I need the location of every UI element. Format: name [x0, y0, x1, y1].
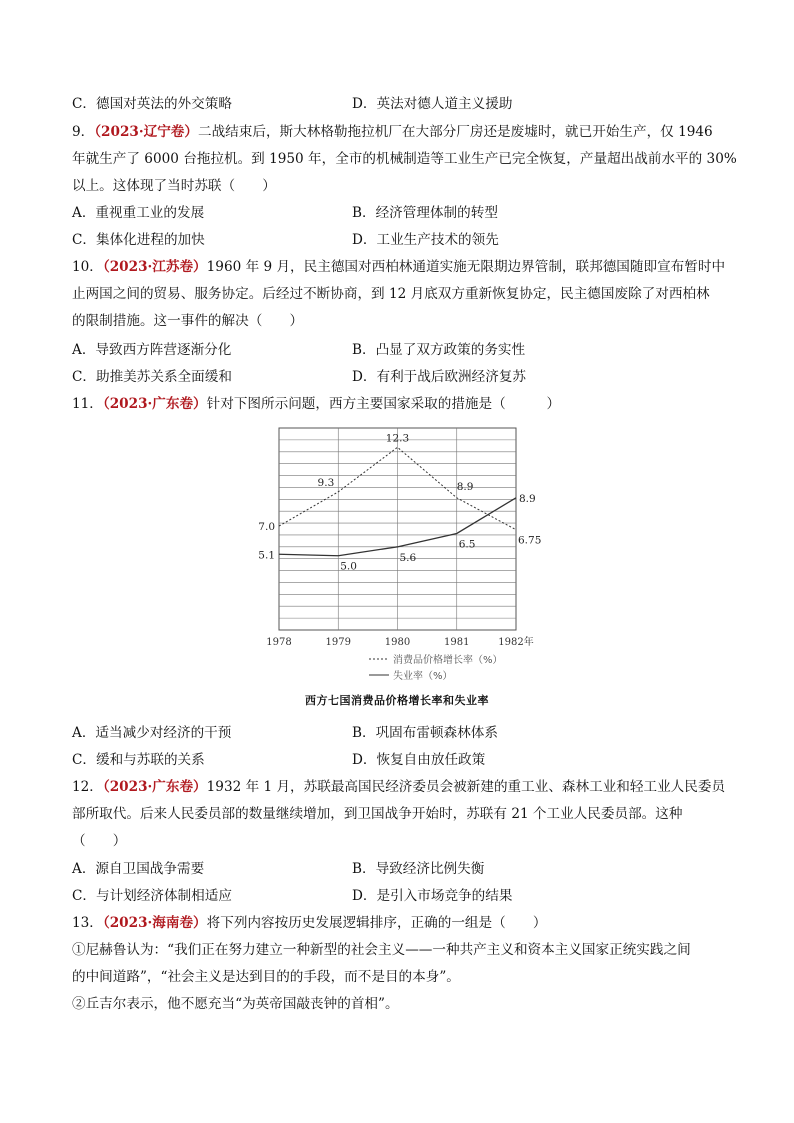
q11-option-a: A．适当减少对经济的干预 [72, 725, 232, 741]
data-label: 6.75 [518, 534, 542, 547]
q10-option-a: A．导致西方阵营逐渐分化 [72, 342, 232, 358]
q12-stem-line-1: 12．（2023·广东卷）1932 年 1 月，苏联最高国民经济委员会被新建的重工业、森林工业和轻工业人民委员 [72, 779, 726, 795]
q11-stem-line-1: 11．（2023·广东卷）针对下图所示问题，西方主要国家采取的措施是（ ） [72, 396, 561, 412]
q11-source: （2023·广东卷） [102, 396, 207, 412]
x-tick-label: 1979 [325, 637, 351, 648]
q10-stem-line-1: 10．（2023·江苏卷）1960 年 9 月，民主德国对西柏林通道实施无限期边界管制，联邦德国随即宣布暂时中 [72, 259, 726, 275]
q13-source: （2023·海南卷） [102, 915, 207, 931]
q9-option-a: A．重视重工业的发展 [72, 205, 205, 221]
q10-option-d: D．有利于战后欧洲经济复苏 [352, 369, 527, 385]
q13-stem-line-2: ①尼赫鲁认为：“我们正在努力建立一种新型的社会主义——一种共产主义和资本主义国家正统实践之间 [72, 942, 691, 958]
q9-stem-line-2: 年就生产了 6000 台拖拉机。到 1950 年，全市的机械制造等工业生产已完全恢复，产量超出战前水平的 30% [72, 151, 737, 167]
legend-label: 消费品价格增长率（%） [393, 655, 503, 666]
q9-option-d: D．工业生产技术的领先 [352, 232, 499, 248]
q11-option-b: B．巩固布雷顿森林体系 [352, 725, 498, 741]
x-tick-label: 1978 [266, 637, 292, 648]
q9-stem-line-3: 以上。这体现了当时苏联（ ） [72, 178, 276, 194]
q12-option-b: B．导致经济比例失衡 [352, 861, 485, 877]
data-label: 7.0 [258, 521, 275, 534]
q10-option-c: C．助推美苏关系全面缓和 [72, 369, 232, 385]
data-label: 9.3 [317, 476, 335, 489]
data-label: 6.5 [458, 538, 476, 551]
q11-option-d: D．恢复自由放任政策 [352, 752, 486, 768]
q10-stem-line-3: 的限制措施。这一事件的解决（ ） [72, 313, 304, 329]
data-label: 12.3 [385, 432, 410, 445]
q9-stem-line-1: 9．（2023·辽宁卷）二战结束后，斯大林格勒拖拉机厂在大部分厂房还是废墟时，就已开始生产，仅 1946 [72, 124, 713, 140]
data-label: 5.1 [258, 549, 275, 562]
q12-option-a: A．源自卫国战争需要 [72, 861, 205, 877]
q8-option-c: C．德国对英法的外交策略 [72, 96, 232, 112]
q10-option-b: B．凸显了双方政策的务实性 [352, 342, 526, 358]
q12-option-d: D．是引入市场竞争的结果 [352, 888, 513, 904]
q13-stem-line-3: 的中间道路”，“社会主义是达到目的的手段，而不是目的本身”。 [72, 969, 460, 985]
x-tick-label: 1981 [444, 637, 470, 648]
data-label: 8.9 [519, 492, 536, 505]
chart [256, 426, 546, 716]
q12-stem-line-3: （ ） [72, 833, 127, 849]
x-tick-label: 1980 [384, 637, 411, 648]
q12-stem-line-2: 部所取代。后来人民委员部的数量继续增加，到卫国战争开始时，苏联有 21 个工业人民委员部。这种 [72, 806, 683, 822]
q13-stem-line-1: 13．（2023·海南卷）将下列内容按历史发展逻辑排序，正确的一组是（ ） [72, 915, 547, 931]
q12-source: （2023·广东卷） [102, 779, 207, 795]
q12-option-c: C．与计划经济体制相适应 [72, 888, 232, 904]
data-label: 5.0 [340, 560, 357, 573]
data-label: 5.6 [399, 551, 417, 564]
q8-option-d: D．英法对德人道主义援助 [352, 96, 513, 112]
q9-option-b: B．经济管理体制的转型 [352, 205, 498, 221]
q11-option-c: C．缓和与苏联的关系 [72, 752, 205, 768]
legend-label: 失业率（%） [393, 671, 453, 682]
q9-source: （2023·辽宁卷） [94, 124, 198, 140]
q10-source: （2023·江苏卷） [102, 259, 207, 275]
chart-title: 西方七国消费品价格增长率和失业率 [305, 694, 489, 707]
q10-stem-line-2: 止两国之间的贸易、服务协定。后经过不断协商，到 12 月底双方重新恢复协定，民主德国废除了对西柏林 [72, 286, 710, 302]
q13-stem-line-4: ②丘吉尔表示，他不愿充当“为英帝国敲丧钟的首相”。 [72, 996, 399, 1012]
q9-option-c: C．集体化进程的加快 [72, 232, 205, 248]
data-label: 8.9 [456, 480, 474, 493]
x-tick-label: 1982年 [498, 637, 534, 648]
